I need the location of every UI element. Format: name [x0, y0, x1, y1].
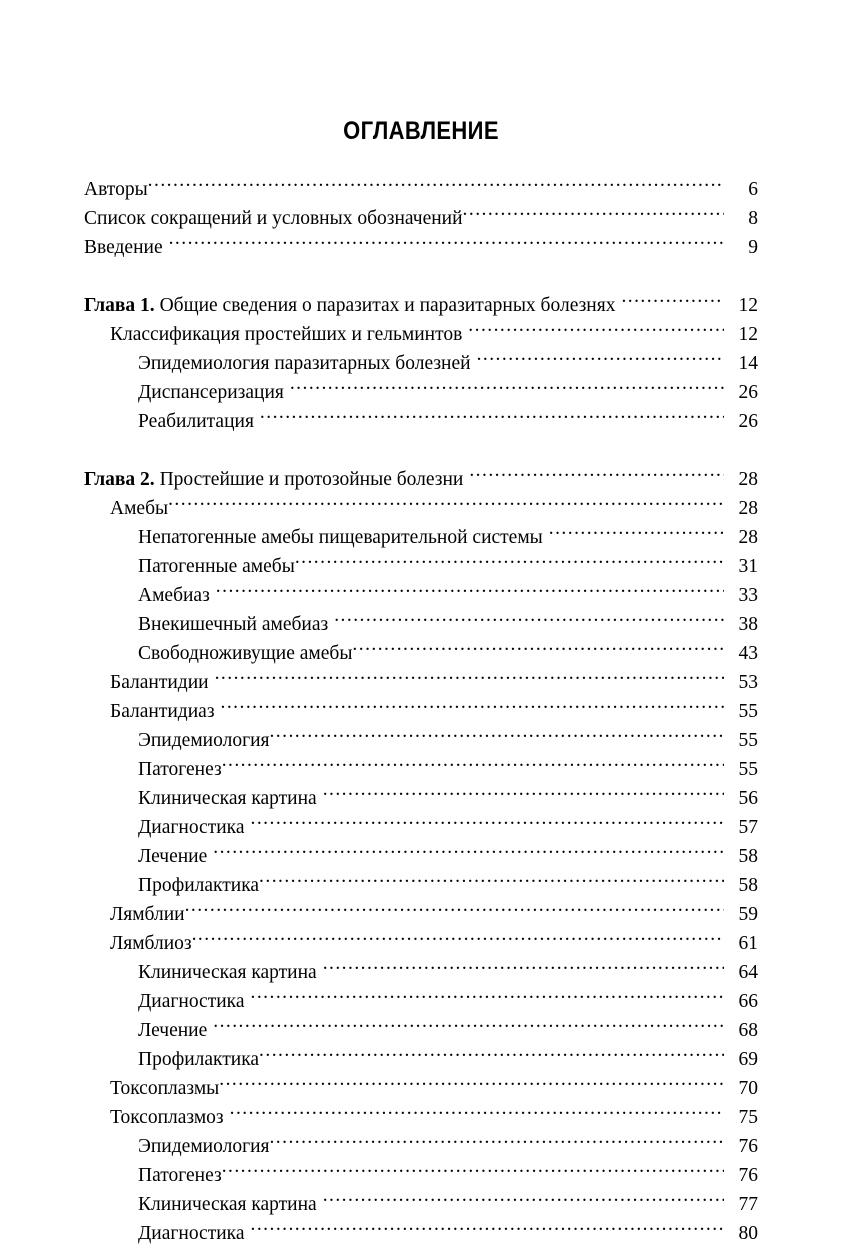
toc-entry-title: Эпидемиология: [138, 730, 270, 751]
dot-leader: [216, 572, 724, 601]
toc-entry-label: [138, 610, 334, 639]
toc-entry-title: Реабилитация: [138, 411, 254, 432]
dot-leader: [213, 1007, 724, 1036]
toc-entry-page-number: 53: [738, 672, 758, 693]
toc-entry-title: Эпидемиология: [138, 1136, 270, 1157]
toc-entry-title: Профилактика: [138, 1049, 260, 1070]
toc-entry-title: Амебы: [110, 498, 169, 519]
toc-entry-page-number: 33: [738, 585, 758, 606]
dot-leader: [269, 717, 724, 746]
toc-entry-page-number: 38: [738, 614, 758, 635]
dot-leader: [269, 1123, 724, 1152]
toc-entry-label: [84, 233, 169, 262]
toc-entry-page-number: 12: [738, 295, 758, 316]
toc-entry[interactable]: [84, 195, 758, 229]
dot-leader: [168, 485, 724, 514]
toc-entry-title: Введение: [84, 237, 163, 258]
dot-leader: [468, 311, 724, 340]
toc-entry-title: Диагностика: [138, 991, 245, 1012]
toc-entry-page-number: 76: [738, 1136, 758, 1157]
toc-entry-title: Лечение: [138, 1020, 208, 1041]
dot-leader: [219, 1065, 724, 1094]
toc-entry-label: [110, 494, 168, 523]
toc-entry-page-number: 70: [738, 1078, 758, 1099]
toc-entry-page-number: 58: [738, 875, 758, 896]
toc-entry-title: Балантидиаз: [110, 701, 215, 722]
toc-entry-title: Диагностика: [138, 1223, 245, 1244]
dot-leader: [259, 862, 724, 891]
toc-entry-label: [110, 1103, 230, 1132]
toc-entry[interactable]: [84, 224, 758, 258]
dot-leader: [148, 166, 724, 195]
toc-entry-page-number: 80: [738, 1223, 758, 1244]
toc-entry-page-number: 28: [738, 469, 758, 490]
toc-entry-title: Простейшие и протозойные болезни: [159, 469, 464, 490]
toc-entry-title: Общие сведения о паразитах и паразитарных болезнях: [159, 295, 616, 316]
toc-entry-label: [110, 668, 215, 697]
toc-entry-page-number: 12: [738, 324, 758, 345]
toc-entry-title: Диспансеризация: [138, 382, 284, 403]
toc-entry-title: Эпидемиология паразитарных болезней: [138, 353, 471, 374]
toc-entry-title: Непатогенные амебы пищеварительной системы: [138, 527, 543, 548]
dot-leader: [290, 369, 724, 398]
toc-group-chapter-2: [84, 456, 758, 1244]
toc-entry-page-number: 14: [738, 353, 758, 374]
toc-entry-title: Балантидии: [110, 672, 209, 693]
toc-group-front-matter: [84, 166, 758, 258]
page-title: ОГЛАВЛЕНИЕ: [343, 117, 499, 145]
dot-leader: [251, 804, 724, 833]
toc-entry-page-number: 6: [748, 179, 758, 200]
dot-leader: [222, 746, 724, 775]
toc-entry-title: Патогенез: [138, 759, 222, 780]
toc-entry-title: Патогенез: [138, 1165, 222, 1186]
toc-entry-label: [138, 842, 213, 871]
dot-leader: [477, 340, 724, 369]
toc-entry-page-number: 59: [738, 904, 758, 925]
toc-entry-title: Свободноживущие амебы: [138, 643, 353, 664]
dot-leader: [222, 1152, 724, 1181]
dot-leader: [323, 1181, 724, 1210]
toc-entry-label: [138, 581, 216, 610]
toc-entry-label: [110, 929, 192, 958]
toc-entry[interactable]: [84, 282, 758, 316]
toc-entry-label: [110, 320, 468, 349]
dot-leader: [221, 688, 724, 717]
toc-entry[interactable]: [84, 166, 758, 200]
toc-entry-page-number: 68: [738, 1020, 758, 1041]
toc-entry-title: Диагностика: [138, 817, 245, 838]
dot-leader: [251, 1210, 724, 1239]
dot-leader: [251, 978, 724, 1007]
toc-entry-page-number: 69: [738, 1049, 758, 1070]
toc-entry-page-number: 58: [738, 846, 758, 867]
dot-leader: [323, 949, 724, 978]
toc-entry-title: Список сокращений и условных обозначений: [84, 208, 463, 229]
dot-leader: [185, 891, 724, 920]
dot-leader: [230, 1094, 724, 1123]
toc-entry-label: [138, 1016, 213, 1045]
toc-entry-page-number: 28: [738, 527, 758, 548]
dot-leader: [469, 456, 724, 485]
toc-entry-label: [84, 175, 148, 204]
toc-entry-title: Клиническая картина: [138, 962, 317, 983]
toc-entry-page-number: 64: [738, 962, 758, 983]
toc-entry-title: Амебиаз: [138, 585, 210, 606]
toc-entry-page-number: 26: [738, 411, 758, 432]
dot-leader: [295, 543, 724, 572]
dot-leader: [215, 659, 724, 688]
toc-entry-page-number: 8: [748, 208, 758, 229]
toc-entry-label: [138, 1219, 251, 1248]
dot-leader: [213, 833, 724, 862]
dot-leader: [621, 282, 724, 311]
toc-entry-title: Авторы: [84, 179, 148, 200]
toc-entry[interactable]: [84, 514, 758, 548]
toc-entry-label: [110, 1074, 219, 1103]
toc-entry-title: Клиническая картина: [138, 1194, 317, 1215]
toc-entry-label: [110, 697, 221, 726]
toc-entry[interactable]: [84, 485, 758, 519]
toc-entry-page-number: 61: [738, 933, 758, 954]
dot-leader: [549, 514, 724, 543]
toc-entry-title: Токсоплазмоз: [110, 1107, 224, 1128]
dot-leader: [260, 398, 724, 427]
toc-entry-title: Токсоплазмы: [110, 1078, 220, 1099]
toc-entry-title: Профилактика: [138, 875, 260, 896]
toc-entry-title: Лямблиоз: [110, 933, 192, 954]
toc-entry-label: [138, 1161, 222, 1190]
toc-entry-page-number: 55: [738, 759, 758, 780]
toc-entry-label: [110, 900, 185, 929]
dot-leader: [352, 630, 724, 659]
toc-entry-label: [138, 407, 260, 436]
toc-entry-page-number: 31: [738, 556, 758, 577]
dot-leader: [334, 601, 724, 630]
dot-leader: [259, 1036, 724, 1065]
toc-entry-title: Клиническая картина: [138, 788, 317, 809]
toc-entry-page-number: 57: [738, 817, 758, 838]
toc-entry[interactable]: [84, 456, 758, 490]
toc-entry-page-number: 66: [738, 991, 758, 1012]
toc-entry-page-number: 26: [738, 382, 758, 403]
toc-entry-title: Классификация простейших и гельминтов: [110, 324, 463, 345]
toc-entry[interactable]: [84, 891, 758, 925]
dot-leader: [463, 195, 724, 224]
chapter-number: Глава 2.: [84, 469, 155, 490]
dot-leader: [169, 224, 724, 253]
toc-entry-title: Патогенные амебы: [138, 556, 295, 577]
toc-entry-title: Лечение: [138, 846, 208, 867]
toc-entry-page-number: 28: [738, 498, 758, 519]
table-of-contents: [84, 166, 758, 1244]
toc-entry-page-number: 55: [738, 730, 758, 751]
chapter-number: Глава 1.: [84, 295, 155, 316]
dot-leader: [323, 775, 724, 804]
toc-entry-title: Внекишечный амебиаз: [138, 614, 329, 635]
toc-group-chapter-1: [84, 282, 758, 432]
toc-entry[interactable]: [84, 920, 758, 954]
toc-entry-title: Лямблии: [110, 904, 185, 925]
toc-entry-page-number: 75: [738, 1107, 758, 1128]
toc-entry-page-number: 9: [748, 237, 758, 258]
toc-entry-label: [138, 755, 222, 784]
toc-entry-page-number: 77: [738, 1194, 758, 1215]
toc-entry-page-number: 56: [738, 788, 758, 809]
toc-entry-page-number: 43: [738, 643, 758, 664]
dot-leader: [192, 920, 724, 949]
toc-entry-page-number: 55: [738, 701, 758, 722]
toc-entry-page-number: 76: [738, 1165, 758, 1186]
